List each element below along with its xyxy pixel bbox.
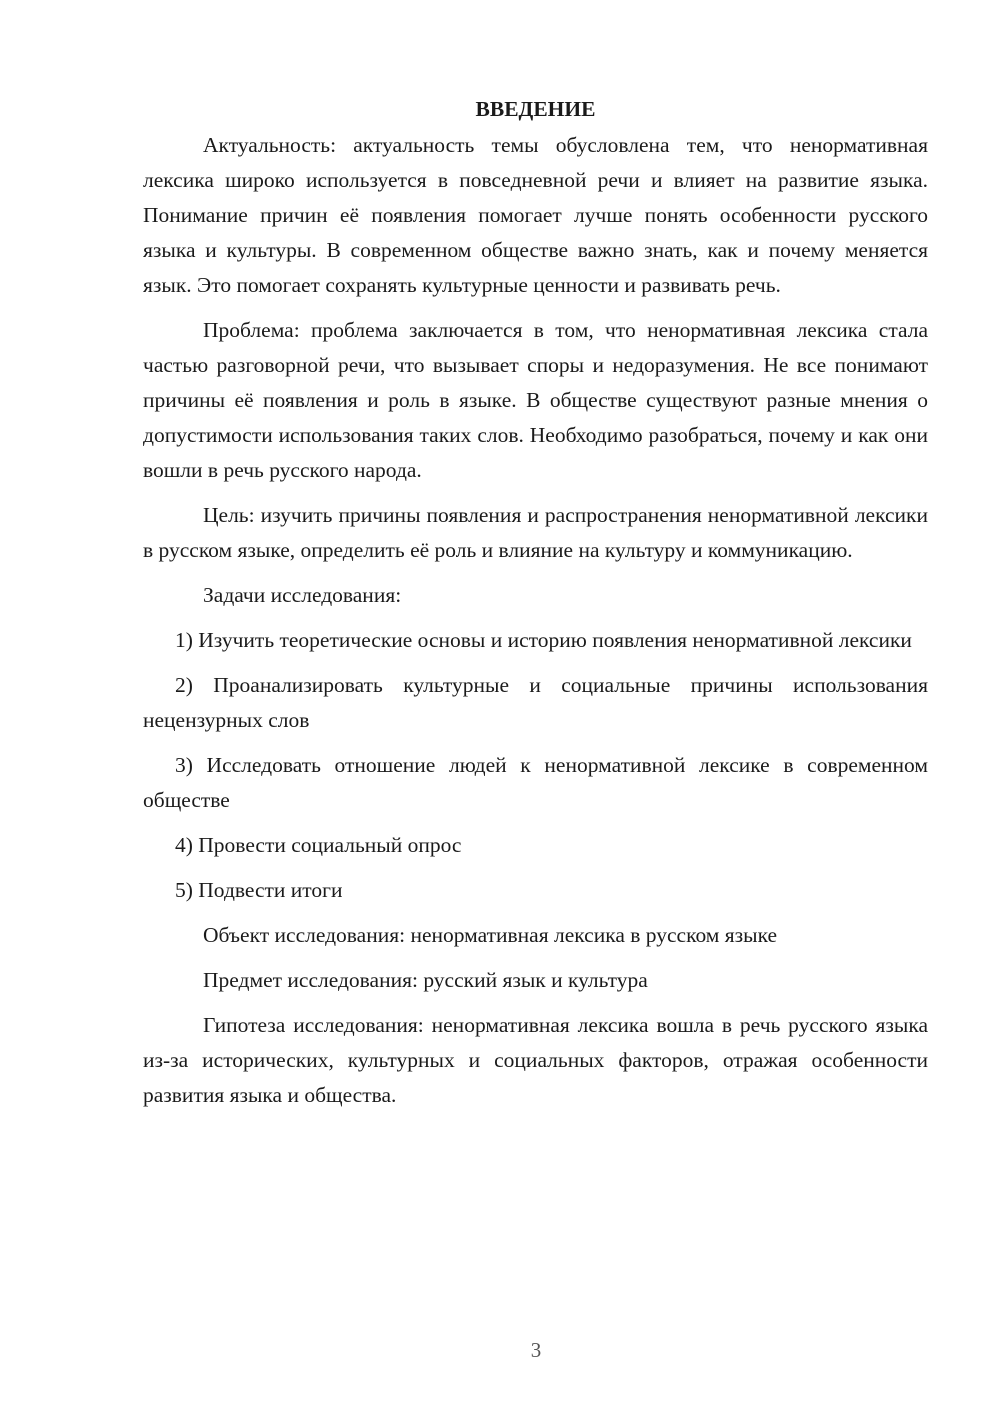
paragraph-relevance: Актуальность: актуальность темы обусловлена тем, что ненормативная лексика широко используется в повседневной речи и влияет на развитие языка. Понимание причин её появления помогает лучше понять особенности русского языка и культуры. В современном обществе важно знать, как и почему меняется язык. Это помогает сохранять культурные ценности и развивать речь. (143, 133, 928, 297)
task-item: 3) Исследовать отношение людей к ненормативной лексике в современном обществе (143, 753, 928, 812)
paragraph-problem: Проблема: проблема заключается в том, что ненормативная лексика стала частью разговорной речи, что вызывает споры и недоразумения. Не все понимают причины её появления и роль в языке. В обществе существуют разные мнения о допустимости использования таких слов. Необходимо разобраться, почему и как они вошли в речь русского народа. (143, 318, 928, 482)
task-item: 5) Подвести итоги (175, 878, 343, 902)
paragraph-object: Объект исследования: ненормативная лексика в русском языке (203, 923, 778, 947)
page-number: 3 (530, 1338, 542, 1362)
task-item: 4) Провести социальный опрос (175, 833, 462, 857)
page-content (143, 92, 928, 1123)
task-item: 2) Проанализировать культурные и социальные причины использования нецензурных слов (143, 673, 928, 732)
paragraph-subject: Предмет исследования: русский язык и культура (203, 968, 648, 992)
task-item: 1) Изучить теоретические основы и историю появления ненормативной лексики (175, 628, 912, 652)
paragraph-hypothesis: Гипотеза исследования: ненормативная лексика вошла в речь русского языка из-за исторических, культурных и социальных факторов, отражая особенности развития языка и общества. (143, 1013, 928, 1107)
paragraph-tasks-heading: Задачи исследования: (203, 583, 402, 607)
paragraph-goal: Цель: изучить причины появления и распространения ненормативной лексики в русском языке, определить её роль и влияние на культуру и коммуникацию. (143, 503, 928, 562)
page-title: ВВЕДЕНИЕ (475, 97, 596, 121)
